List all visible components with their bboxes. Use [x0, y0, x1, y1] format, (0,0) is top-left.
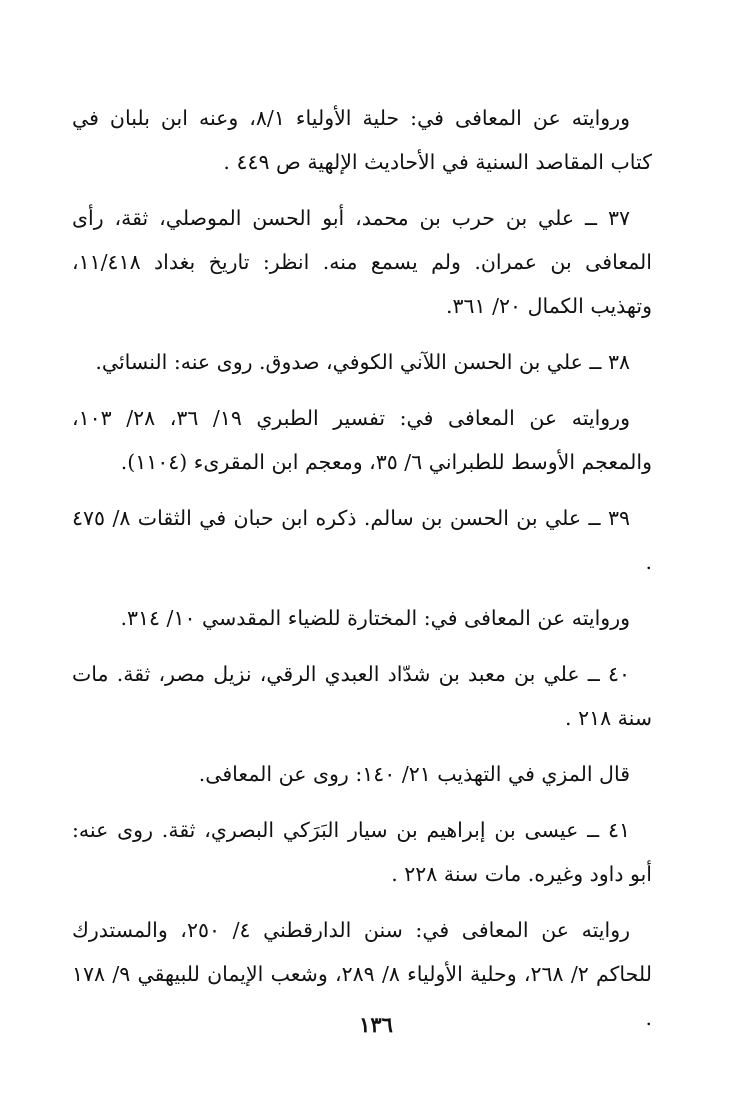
entry-39-ali-bin-hasan-bin-salim: ٣٩ ــ علي بن الحسن بن سالم. ذكره ابن حبان في الثقات ٨/ ٤٧٥ .: [72, 506, 652, 574]
entry-41-isa-bin-ibrahim: ٤١ ــ عيسى بن إبراهيم بن سيار البَرَكي البصري، ثقة. روى عنه: أبو داود وغيره. مات سنة ٢٢٨ .: [72, 818, 652, 886]
entry-40-ali-bin-mabad: ٤٠ ــ علي بن معبد بن شدّاد العبدي الرقي، نزيل مصر، ثقة. مات سنة ٢١٨ .: [72, 662, 652, 730]
paragraph-mizzi-tahdhib: قال المزي في التهذيب ٢١/ ١٤٠: روى عن المعافى.: [198, 762, 630, 786]
paragraph-narration-muafa-hilya: وروايته عن المعافى في: حلية الأولياء ٨/١، وعنه ابن بلبان في كتاب المقاصد السنية في الأحاديث الإلهية ص ٤٤٩ .: [72, 106, 652, 174]
entry-37-ali-bin-harb: ٣٧ ــ علي بن حرب بن محمد، أبو الحسن الموصلي، ثقة، رأى المعافى بن عمران. ولم يسمع منه. انظر: تاريخ بغداد ١١/٤١٨، وتهذيب الكمال ٢٠/ ٣٦١.: [72, 206, 652, 318]
paragraph-narration-daraqutni: روايته عن المعافى في: سنن الدارقطني ٤/ ٢٥٠، والمستدرك للحاكم ٢/ ٢٦٨، وحلية الأولياء ٨/ ٢٨٩، وشعب الإيمان للبيهقي ٩/ ١٧٨ .: [72, 918, 652, 1030]
paragraph-narration-mukhtara: وروايته عن المعافى في: المختارة للضياء المقدسي ١٠/ ٣١٤.: [120, 606, 630, 630]
entry-38-ali-bin-hasan-allani: ٣٨ ــ علي بن الحسن اللآني الكوفي، صدوق. روى عنه: النسائي.: [95, 350, 630, 374]
page-body: [72, 96, 652, 1052]
paragraph-narration-tabari: وروايته عن المعافى في: تفسير الطبري ١٩/ ٣٦، ٢٨/ ١٠٣، والمعجم الأوسط للطبراني ٦/ ٣٥، ومعجم ابن المقرىء (١١٠٤).: [72, 406, 652, 474]
page-number: ١٣٦: [359, 1012, 393, 1037]
